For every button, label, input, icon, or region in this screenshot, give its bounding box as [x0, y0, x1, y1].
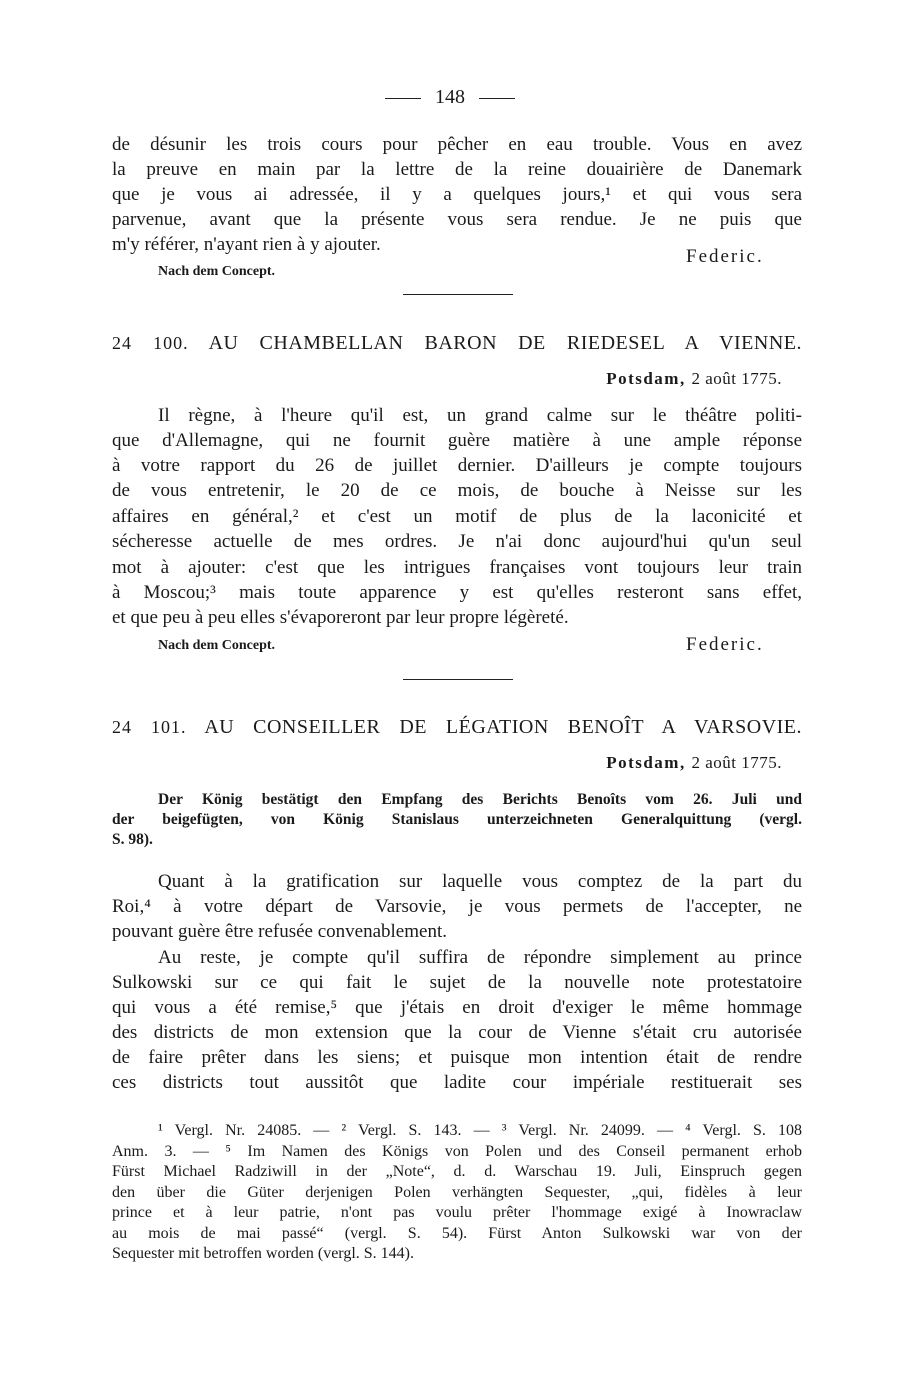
page-number — [0, 86, 900, 109]
section-divider — [403, 294, 513, 295]
text-line: de vous entretenir, le 20 de ce mois, de bouche à Neisse sur les — [112, 480, 802, 501]
source-note: Nach dem Concept. — [158, 264, 276, 279]
text-line: de désunir les trois cours pour pêcher en eau trouble. Vous en avez — [112, 134, 802, 155]
footnote-line: prince et à leur patrie, n'ont pas voulu prêter l'hommage exigé à Inowraclaw — [112, 1204, 802, 1221]
text-line: Il règne, à l'heure qu'il est, un grand calme sur le théâtre politi- — [158, 405, 802, 426]
signature: Federic. — [686, 246, 764, 267]
text-line: à votre rapport du 26 de juillet dernier. D'ailleurs je compte toujours — [112, 455, 802, 476]
letter-heading — [112, 716, 802, 739]
text-line: pouvant guère être refusée convenablement. — [112, 921, 447, 942]
text-line: que je vous ai adressée, il y a quelques jours,¹ et qui vous sera — [112, 184, 802, 205]
letter-number: 24 101. — [112, 717, 187, 737]
text-line: Sulkowski sur ce qui fait le sujet de la nouvelle note protestatoire — [112, 972, 802, 993]
page-number-dash-left — [385, 98, 421, 99]
footnote-line: den über die Güter derjenigen Polen verhängten Sequester, „qui, fidèles à leur — [112, 1183, 802, 1201]
dateline-date: 2 août 1775. — [691, 369, 782, 388]
text-line: à Moscou;³ mais toute apparence y est qu'elles resteront sans effet, — [112, 582, 802, 603]
dateline-place: Potsdam, — [606, 753, 686, 772]
footnotes — [112, 1121, 802, 1265]
text-line: affaires en général,² et c'est un motif de plus de la laconicité et — [112, 506, 802, 527]
signature: Federic. — [686, 634, 764, 655]
text-line: des districts de mon extension que la cour de Vienne s'était cru autorisée — [112, 1022, 802, 1043]
text-line: et que peu à peu elles s'évaporeront par leur propre légèreté. — [112, 607, 569, 628]
letter-summary — [112, 790, 802, 850]
text-line: m'y référer, n'ayant rien à y ajouter. — [112, 234, 381, 255]
dateline-place: Potsdam, — [606, 369, 686, 388]
footnote-line: Sequester mit betroffen worden (vergl. S. 144). — [112, 1245, 415, 1262]
letter-number: 24 100. — [112, 333, 189, 353]
section-divider — [403, 679, 513, 680]
page-number-text: 148 — [435, 86, 465, 108]
text-line: parvenue, avant que la présente vous sera rendue. Je ne puis que — [112, 209, 802, 230]
text-line: Quant à la gratification sur laquelle vous comptez de la part du — [158, 871, 802, 892]
footnote-line: Fürst Michael Radziwill in der „Note“, d. d. Warschau 19. Juli, Einspruch gegen — [112, 1163, 802, 1180]
summary-line: Der König bestätigt den Empfang des Berichts Benoîts vom 26. Juli und — [158, 791, 802, 808]
text-line: qui vous a été remise,⁵ que j'étais en droit d'exiger le même hommage — [112, 997, 802, 1018]
dateline — [606, 369, 782, 389]
summary-line: der beigefügten, von König Stanislaus unterzeichneten Generalquittung (vergl. — [112, 811, 802, 828]
summary-line: S. 98). — [112, 831, 153, 848]
text-line: que d'Allemagne, qui ne fournit guère matière à une ample réponse — [112, 430, 802, 451]
text-line: Roi,⁴ à votre départ de Varsovie, je vous permets de l'accepter, ne — [112, 896, 802, 917]
text-line: la preuve en main par la lettre de la reine douairière de Danemark — [112, 159, 802, 180]
text-line: Au reste, je compte qu'il suffira de répondre simplement au prince — [158, 947, 802, 968]
text-line: mot à ajouter: c'est que les intrigues françaises vont toujours leur train — [112, 557, 802, 578]
footnote-line: au mois de mai passé“ (vergl. S. 54). Fürst Anton Sulkowski war von der — [112, 1224, 802, 1242]
source-note: Nach dem Concept. — [158, 638, 276, 653]
page-number-dash-right — [479, 98, 515, 99]
text-line: ces districts tout aussitôt que ladite cour impériale restituerait ses — [112, 1072, 802, 1093]
footnote-line: Anm. 3. — ⁵ Im Namen des Königs von Polen und des Conseil permanent erhob — [112, 1142, 802, 1160]
text-line: sécheresse actuelle de mes ordres. Je n'ai donc aujourd'hui qu'un seul — [112, 531, 802, 552]
letter-title: AU CHAMBELLAN BARON DE RIEDESEL A VIENNE. — [208, 332, 803, 354]
footnote-line: ¹ Vergl. Nr. 24085. — ² Vergl. S. 143. — ³ Vergl. Nr. 24099. — ⁴ Vergl. S. 108 — [158, 1122, 802, 1139]
dateline-date: 2 août 1775. — [691, 753, 782, 772]
text-line: de faire prêter dans les siens; et puisque mon intention était de rendre — [112, 1047, 802, 1068]
letter-heading — [112, 332, 802, 355]
letter-title: AU CONSEILLER DE LÉGATION BENOÎT A VARSOVIE. — [204, 716, 803, 738]
dateline — [606, 753, 782, 773]
